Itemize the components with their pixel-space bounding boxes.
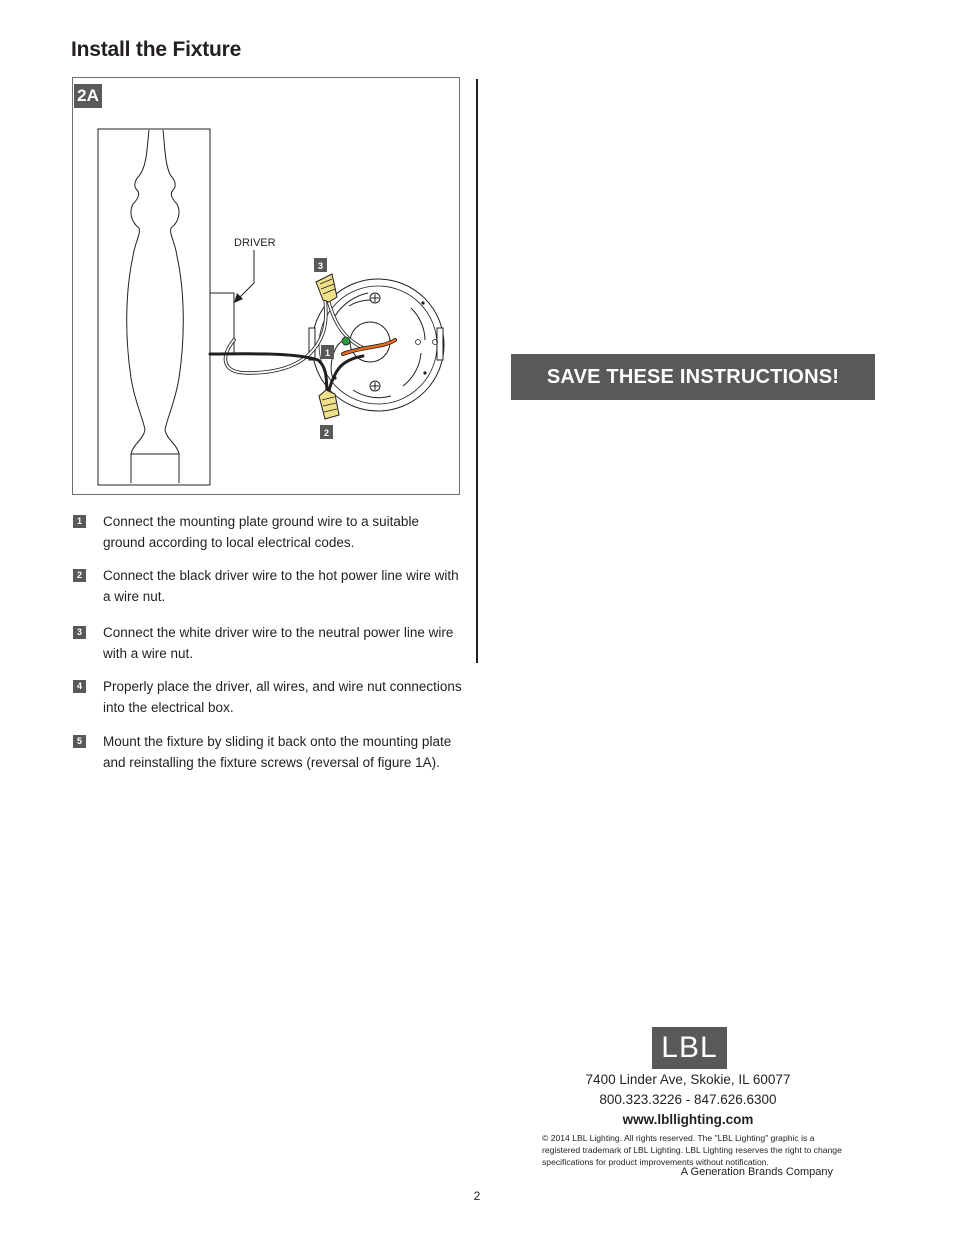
save-instructions-banner: SAVE THESE INSTRUCTIONS! <box>511 354 875 400</box>
driver-label: DRIVER <box>234 237 276 249</box>
company-website-link[interactable]: www.lbllighting.com <box>622 1112 754 1127</box>
svg-text:2: 2 <box>323 428 330 438</box>
page-title: Install the Fixture <box>71 38 242 61</box>
step-text: Properly place the driver, all wires, and wire nut connections into the electrical box. <box>103 679 462 715</box>
svg-text:1: 1 <box>324 348 331 358</box>
driver-leader-line <box>237 250 254 300</box>
step-number: 1 <box>73 515 86 528</box>
wiring-diagram <box>73 78 461 496</box>
step-number: 5 <box>73 735 86 748</box>
arrowhead-icon <box>234 293 243 303</box>
fixture-outline <box>98 129 210 485</box>
column-divider <box>476 79 478 663</box>
step-number: 4 <box>73 680 86 693</box>
wire-nut-bottom <box>319 390 339 419</box>
parent-company: A Generation Brands Company <box>680 1166 833 1178</box>
step-number: 2 <box>73 569 86 582</box>
wire-nut-top <box>316 274 337 302</box>
callout-3 <box>314 258 327 272</box>
baluster-shape <box>127 130 184 483</box>
step-number: 3 <box>73 626 86 639</box>
ground-screw-icon <box>342 337 350 345</box>
figure-2a <box>72 77 460 495</box>
step-text: Connect the black driver wire to the hot power line wire with a wire nut. <box>103 568 459 604</box>
step-text: Connect the white driver wire to the neutral power line wire with a wire nut. <box>103 625 454 661</box>
callout-2 <box>320 425 333 439</box>
svg-text:3: 3 <box>317 261 324 271</box>
company-phones: 800.323.3226 - 847.626.6300 <box>599 1092 777 1107</box>
figure-label: 2A <box>73 83 103 109</box>
page-number: 2 <box>473 1189 481 1203</box>
step-text: Mount the fixture by sliding it back onto the mounting plate and reinstalling the fixture screws (reversal of figure 1A). <box>103 734 452 770</box>
callout-1 <box>321 345 334 359</box>
copyright-notice: © 2014 LBL Lighting. All rights reserved. The "LBL Lighting" graphic is a registered trademark of LBL Lighting. LBL Lighting reserves the right to change specifications for product improvements without notification. <box>542 1133 842 1167</box>
lbl-logo: LBL <box>652 1027 727 1069</box>
step-text: Connect the mounting plate ground wire to a suitable ground according to local electrical codes. <box>103 514 419 550</box>
company-address: 7400 Linder Ave, Skokie, IL 60077 <box>585 1072 791 1087</box>
